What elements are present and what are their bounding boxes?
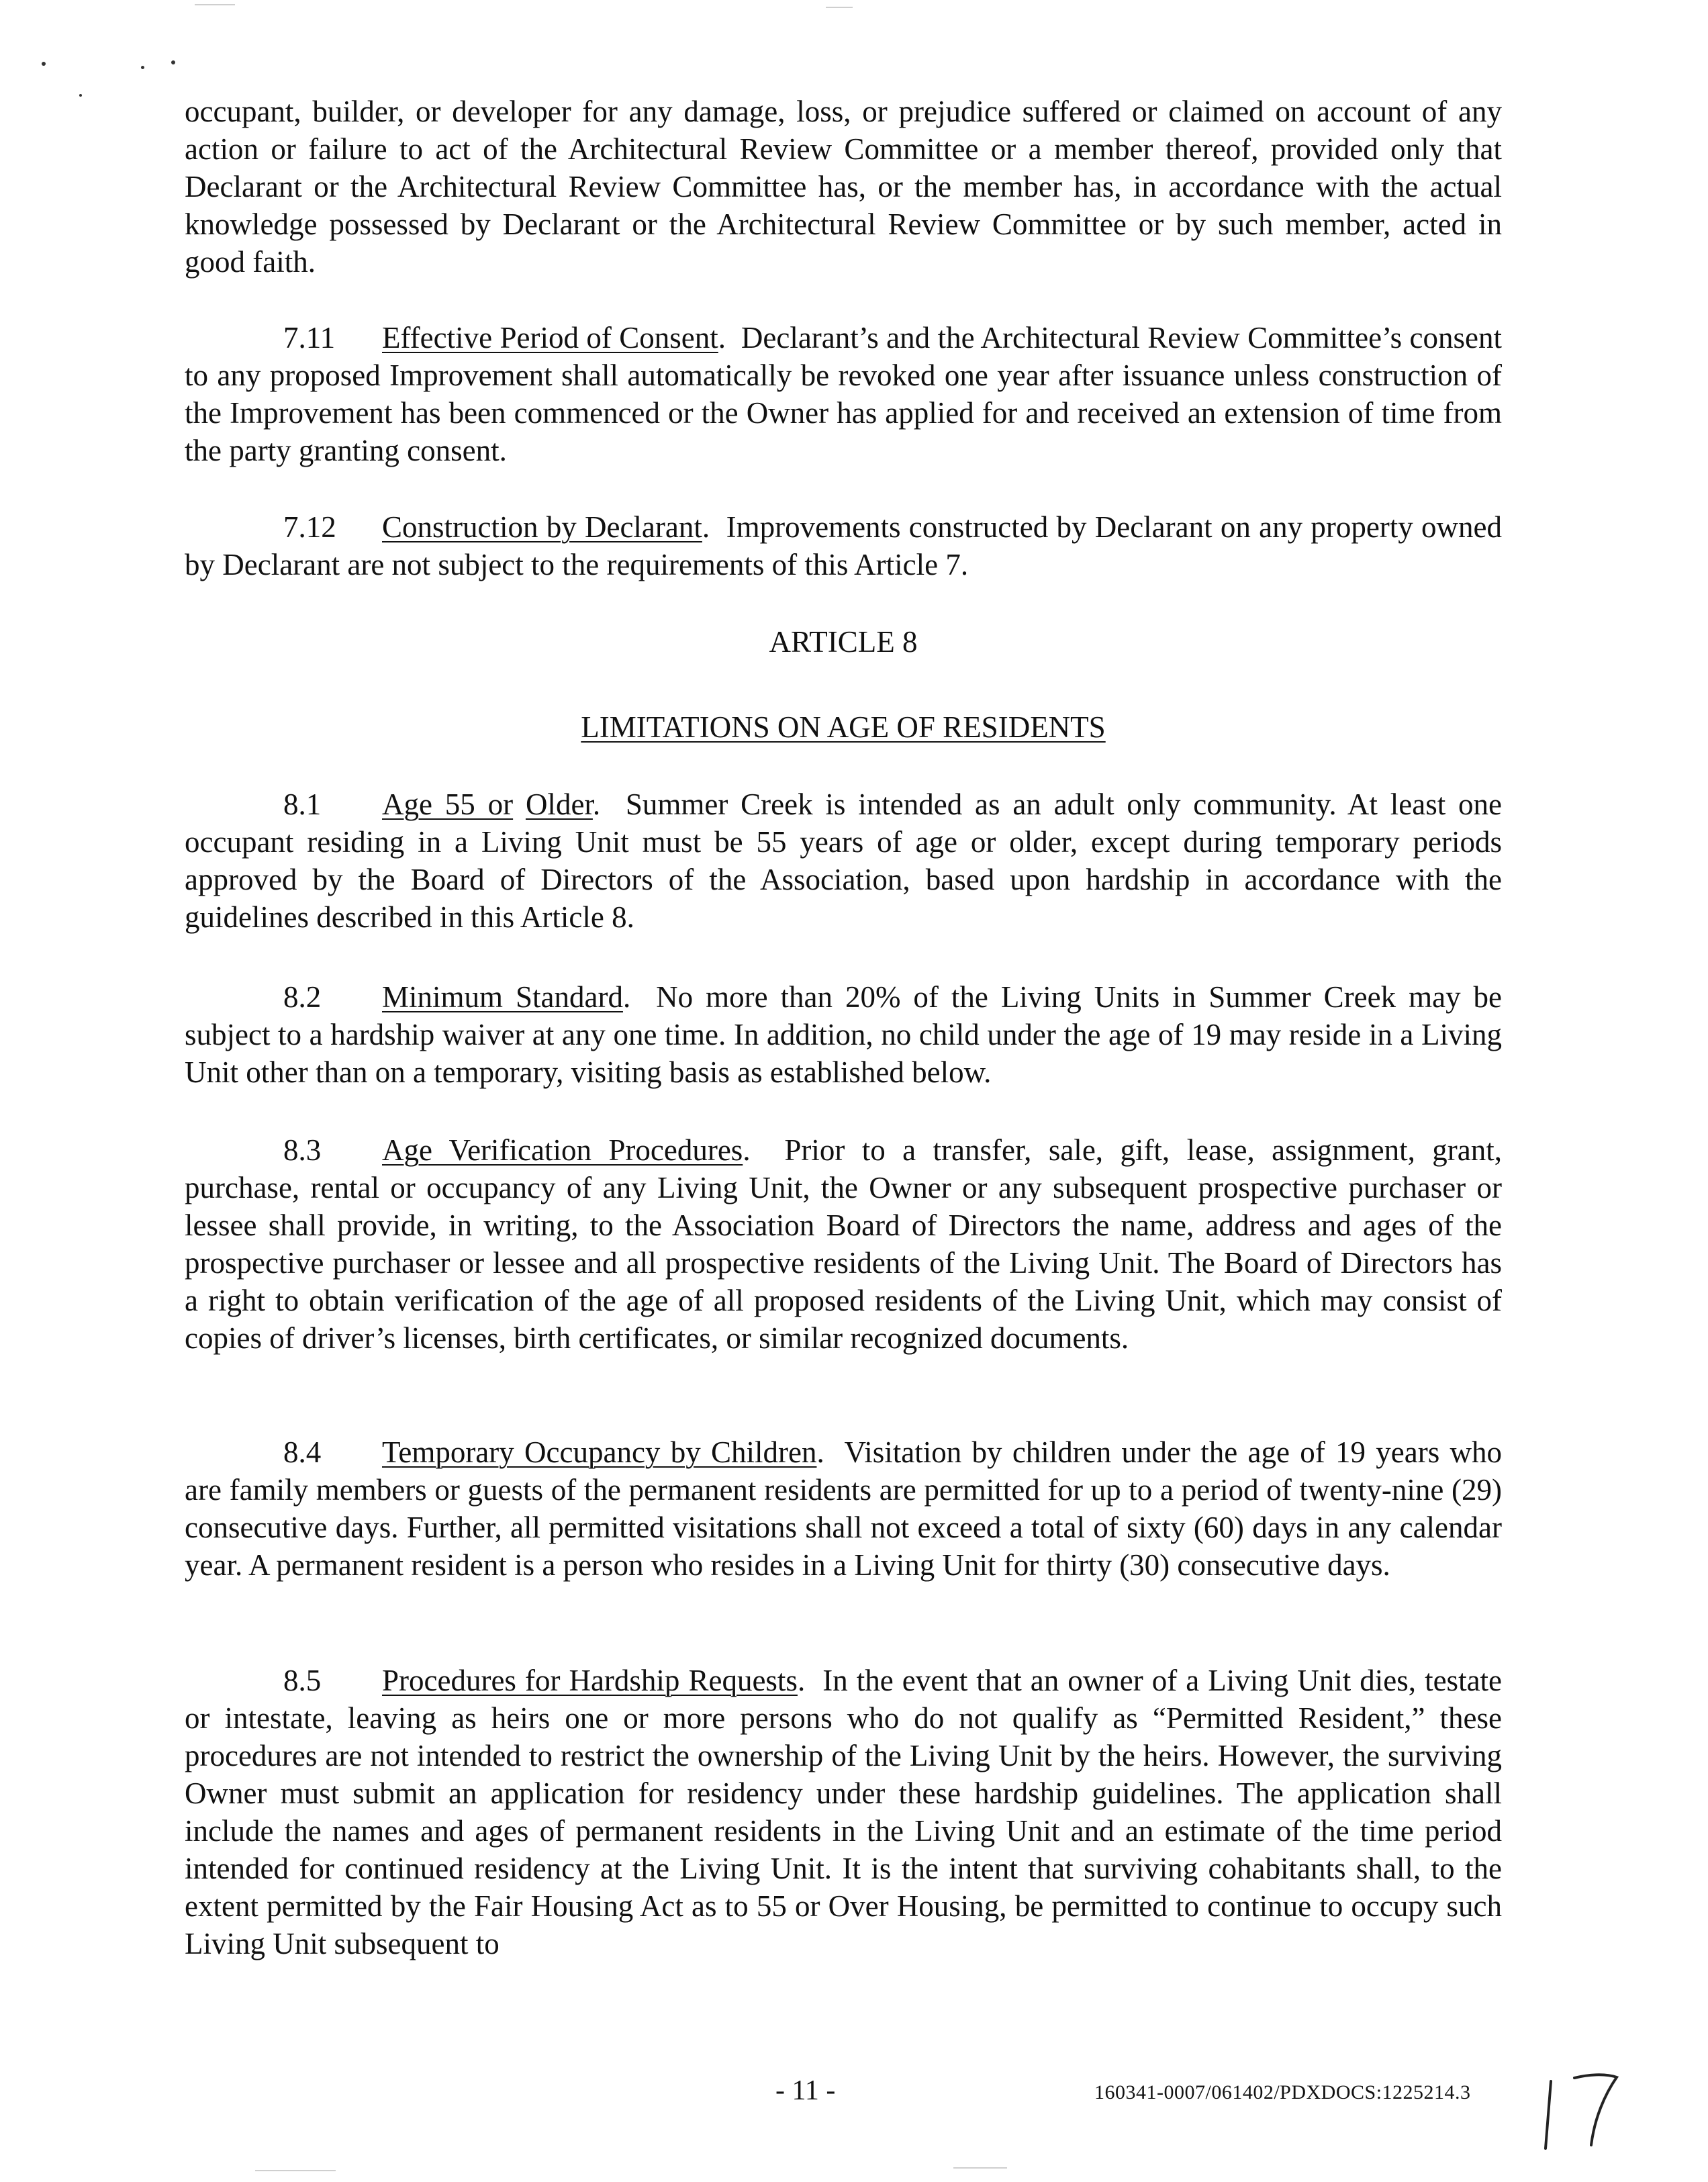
section-7-11: 7.11 Effective Period of Consent. Declarant’s and the Architectural Review Committee’s consent to any proposed Improvement shall automatically be revoked one year after issuance unless construction of the Improvement has been commenced or the Owner has applied for and received an extension of time from the party granting consent. bbox=[185, 319, 1502, 469]
page-number: - 11 - bbox=[775, 2075, 836, 2106]
scan-artifact-bottom bbox=[255, 2170, 336, 2171]
section-number: 8.4 bbox=[283, 1435, 322, 1469]
section-title: Procedures for Hardship Requests bbox=[382, 1664, 798, 1697]
section-body: Summer Creek is intended as an adult only community. At least one occupant residing in a Living Unit must be 55 years of age or older, except during temporary periods approved by the Board of Directors of the Association, based upon hardship in accordance with the guidelines described in this Article 8. bbox=[185, 788, 1502, 934]
section-8-2: 8.2 Minimum Standard. No more than 20% of the Living Units in Summer Creek may be subject to a hardship waiver at any one time. In addition, no child under the age of 19 may reside in a Living Unit other than on a temporary, visiting basis as established below. bbox=[185, 978, 1502, 1091]
handwritten-mark bbox=[1537, 2054, 1631, 2155]
scan-speck bbox=[42, 62, 46, 66]
scan-speck bbox=[141, 66, 144, 69]
article-heading: ARTICLE 8 bbox=[769, 625, 918, 659]
section-body: Improvements constructed by Declarant on any property owned by Declarant are not subject to the requirements of this Article 7. bbox=[185, 510, 1502, 581]
paragraph-continuation bbox=[185, 93, 1502, 281]
section-title: Age Verification Procedures bbox=[382, 1133, 743, 1167]
section-number: 8.1 bbox=[283, 788, 322, 821]
section-8-4: 8.4 Temporary Occupancy by Children. Visitation by children under the age of 19 years who are family members or guests of the permanent residents are permitted for up to a period of twenty-nine (29) consecutive days. Further, all permitted visitations shall not exceed a total of sixty (60) days in any calendar year. A permanent resident is a person who resides in a Living Unit for thirty (30) consecutive days. bbox=[185, 1433, 1502, 1584]
section-title: Temporary Occupancy by Children bbox=[382, 1435, 817, 1469]
section-number: 8.2 bbox=[283, 980, 322, 1014]
section-title: Effective Period of Consent bbox=[382, 321, 718, 354]
document-id: 160341-0007/061402/PDXDOCS:1225214.3 bbox=[1094, 2081, 1471, 2103]
section-body: Prior to a transfer, sale, gift, lease, assignment, grant, purchase, rental or occupancy of any Living Unit, the Owner or any subsequent prospective purchaser or lessee shall provide, in writing, to the Association Board of Directors the name, address and ages of the prospective purchaser or lessee and all prospective residents of the Living Unit. The Board of Directors has a right to obtain verification of the age of all proposed residents of the Living Unit, which may consist of copies of driver’s licenses, birth certificates, or similar recognized documents. bbox=[185, 1133, 1503, 1355]
section-body: Declarant’s and the Architectural Review Committee’s consent to any proposed Improvement shall automatically be revoked one year after issuance unless construction of the Improvement has been commenced or the Owner has applied for and received an extension of time from the party granting consent. bbox=[185, 321, 1502, 467]
section-8-1: 8.1 Age 55 or Older. Summer Creek is intended as an adult only community. At least one occupant residing in a Living Unit must be 55 years of age or older, except during temporary periods approved by the Board of Directors of the Association, based upon hardship in accordance with the guidelines described in this Article 8. bbox=[185, 786, 1502, 936]
section-8-3: 8.3 Age Verification Procedures. Prior to a transfer, sale, gift, lease, assignment, grant, purchase, rental or occupancy of any Living Unit, the Owner or any subsequent prospective purchaser or lessee shall provide, in writing, to the Association Board of Directors the name, address and ages of the prospective purchaser or lessee and all prospective residents of the Living Unit. The Board of Directors has a right to obtain verification of the age of all proposed residents of the Living Unit, which may consist of copies of driver’s licenses, birth certificates, or similar recognized documents. bbox=[185, 1131, 1502, 1357]
section-title: Minimum Standard bbox=[382, 980, 623, 1014]
scan-artifact-bottom bbox=[953, 2167, 1007, 2169]
scan-artifact-top bbox=[826, 7, 853, 8]
paragraph-text: occupant, builder, or developer for any damage, loss, or prejudice suffered or claimed on account of any action or failure to act of the Architectural Review Committee or a member thereof, provided only that Declarant or the Architectural Review Committee has, or the member has, in accordance with the actual knowledge possessed by Declarant or the Architectural Review Committee or by such member, acted in good faith. bbox=[185, 95, 1502, 279]
section-title: Older bbox=[525, 788, 593, 821]
section-number: 7.12 bbox=[283, 510, 336, 544]
section-body: No more than 20% of the Living Units in Summer Creek may be subject to a hardship waiver at any one time. In addition, no child under the age of 19 may reside in a Living Unit other than on a temporary, visiting basis as established below. bbox=[185, 980, 1503, 1089]
section-7-12: 7.12 Construction by Declarant. Improvements constructed by Declarant on any property owned by Declarant are not subject to the requirements of this Article 7. bbox=[185, 508, 1502, 583]
scan-speck bbox=[171, 60, 175, 64]
article-title: LIMITATIONS ON AGE OF RESIDENTS bbox=[581, 710, 1106, 744]
scan-artifact-top bbox=[195, 4, 235, 5]
section-number: 8.3 bbox=[283, 1133, 322, 1167]
section-title: Age 55 or bbox=[382, 788, 514, 821]
section-body: In the event that an owner of a Living Unit dies, testate or intestate, leaving as heirs one or more persons who do not qualify as “Permitted Resident,” these procedures are not intended to restrict the ownership of the Living Unit by the heirs. However, the surviving Owner must submit an application for residency under these hardship guidelines. The application shall include the names and ages of permanent residents in the Living Unit and an estimate of the time period intended for continued residency at the Living Unit. It is the intent that surviving cohabitants shall, to the extent permitted by the Fair Housing Act as to 55 or Over Housing, be permitted to continue to occupy such Living Unit subsequent to bbox=[185, 1664, 1503, 1960]
section-number: 8.5 bbox=[283, 1664, 322, 1697]
section-number: 7.11 bbox=[283, 321, 336, 354]
scan-speck bbox=[79, 94, 82, 97]
section-title: Construction by Declarant bbox=[382, 510, 702, 544]
section-8-5: 8.5 Procedures for Hardship Requests. In the event that an owner of a Living Unit dies, testate or intestate, leaving as heirs one or more persons who do not qualify as “Permitted Resident,” these procedures are not intended to restrict the ownership of the Living Unit by the heirs. However, the surviving Owner must submit an application for residency under these hardship guidelines. The application shall include the names and ages of permanent residents in the Living Unit and an estimate of the time period intended for continued residency at the Living Unit. It is the intent that surviving cohabitants shall, to the extent permitted by the Fair Housing Act as to 55 or Over Housing, be permitted to continue to occupy such Living Unit subsequent to bbox=[185, 1662, 1502, 1962]
section-body: Visitation by children under the age of 19 years who are family members or guests of the permanent residents are permitted for up to a period of twenty-nine (29) consecutive days. Further, all permitted visitations shall not exceed a total of sixty (60) days in any calendar year. A permanent resident is a person who resides in a Living Unit for thirty (30) consecutive days. bbox=[185, 1435, 1502, 1582]
